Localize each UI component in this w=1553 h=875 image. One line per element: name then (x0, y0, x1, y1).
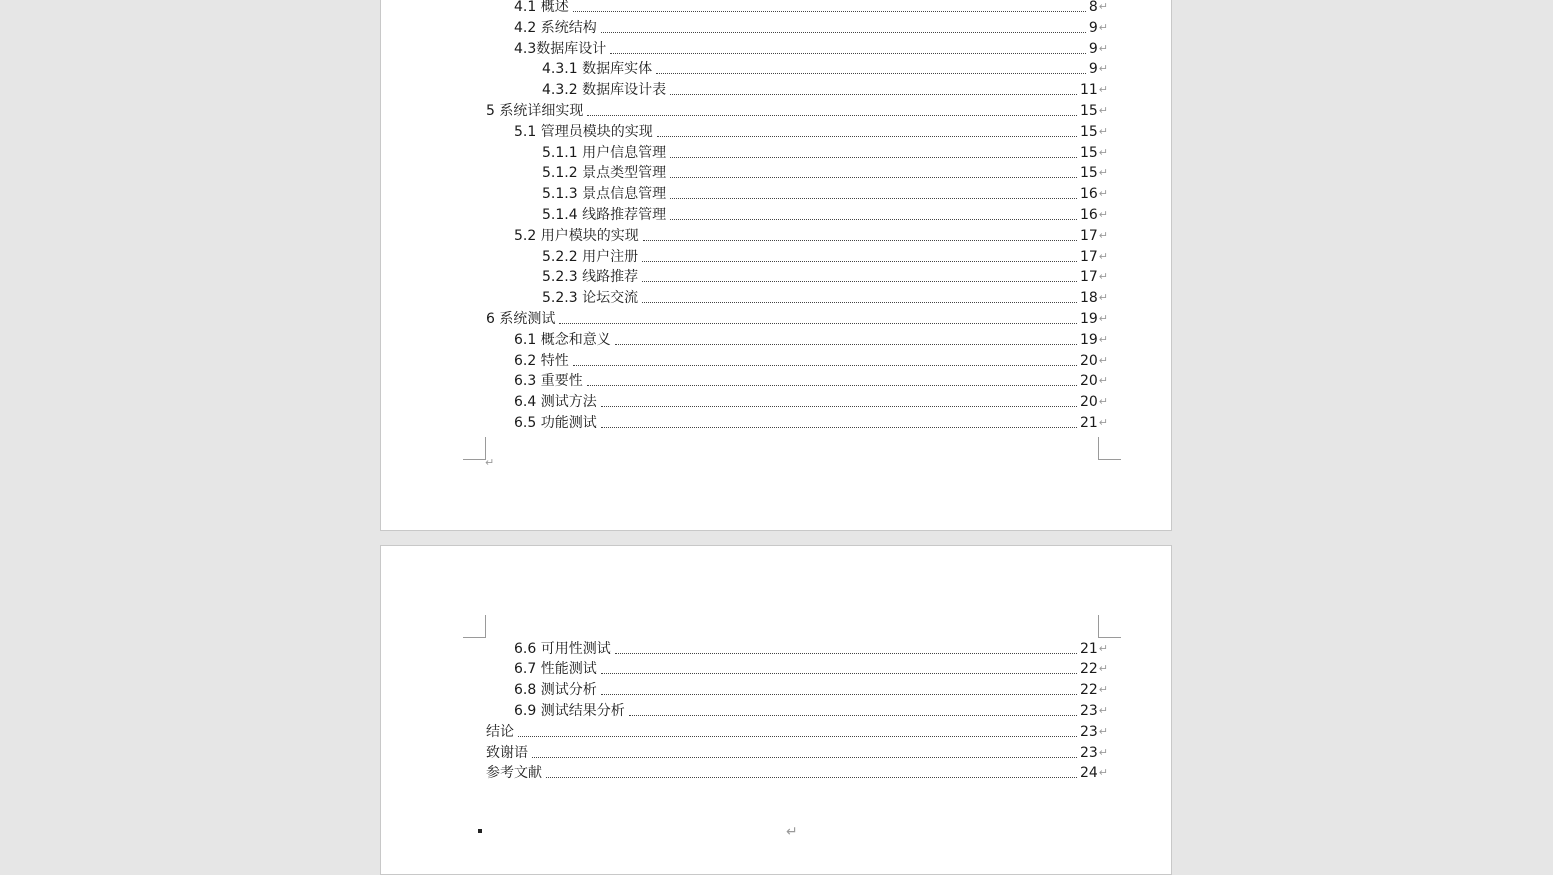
toc-page-number: 17 (1079, 269, 1098, 285)
toc-dot-leader (670, 198, 1077, 199)
toc-page-number: 20 (1079, 353, 1098, 369)
toc-entry[interactable] (486, 100, 1108, 120)
toc-entry-label: 6.9 测试结果分析 (514, 703, 625, 719)
toc-entry-label: 4.3.2 数据库设计表 (542, 82, 667, 98)
toc-entry-label: 4.1 概述 (514, 0, 569, 15)
toc-entry[interactable] (514, 638, 1108, 658)
paragraph-mark-icon: ↵ (1098, 333, 1108, 346)
paragraph-mark-icon: ↵ (1098, 270, 1108, 283)
toc-entry[interactable] (514, 370, 1108, 390)
toc-entry[interactable] (542, 58, 1108, 78)
toc-page-number: 21 (1079, 415, 1098, 431)
toc-entry[interactable] (514, 225, 1108, 245)
toc-dot-leader (657, 136, 1077, 137)
toc-entry[interactable] (486, 308, 1108, 328)
toc-entry[interactable] (542, 142, 1108, 162)
toc-entry[interactable] (514, 658, 1108, 678)
toc-dot-leader (643, 240, 1077, 241)
toc-dot-leader (601, 694, 1077, 695)
toc-dot-leader (601, 32, 1086, 33)
paragraph-mark-icon: ↵ (1098, 229, 1108, 242)
toc-entry-label: 4.2 系统结构 (514, 20, 597, 36)
toc-dot-leader (559, 323, 1077, 324)
toc-dot-leader (670, 157, 1077, 158)
toc-dot-leader (601, 406, 1077, 407)
toc-entry[interactable] (514, 121, 1108, 141)
toc-page-number: 8 (1088, 0, 1098, 15)
toc-page-number: 16 (1079, 186, 1098, 202)
paragraph-mark-icon: ↵ (1098, 291, 1108, 304)
paragraph-mark-icon: ↵ (1098, 395, 1108, 408)
paragraph-mark-icon: ↵ (1098, 642, 1108, 655)
toc-entry-label: 结论 (486, 724, 514, 740)
toc-page-number: 19 (1079, 332, 1098, 348)
toc-page-number: 23 (1079, 724, 1098, 740)
toc-entry[interactable] (514, 0, 1108, 16)
toc-dot-leader (601, 673, 1077, 674)
toc-entry-label: 6 系统测试 (486, 311, 556, 327)
toc-entry-label: 5.1.1 用户信息管理 (542, 145, 667, 161)
toc-entry[interactable] (542, 204, 1108, 224)
toc-page-number: 18 (1079, 290, 1098, 306)
toc-entry-label: 5 系统详细实现 (486, 103, 584, 119)
toc-dot-leader (642, 261, 1077, 262)
toc-entry[interactable] (514, 17, 1108, 37)
toc-entry[interactable] (542, 266, 1108, 286)
paragraph-mark-icon: ↵ (485, 456, 495, 469)
toc-entry-label: 6.7 性能测试 (514, 661, 597, 677)
toc-entry-label: 5.2 用户模块的实现 (514, 228, 639, 244)
toc-dot-leader (670, 177, 1077, 178)
toc-page-number: 19 (1079, 311, 1098, 327)
toc-entry[interactable] (486, 742, 1108, 762)
toc-dot-leader (601, 427, 1077, 428)
toc-entry-label: 4.3数据库设计 (514, 41, 607, 57)
crop-mark-bottom-left (463, 437, 486, 460)
paragraph-mark-icon: ↵ (1098, 354, 1108, 367)
toc-page-number: 15 (1079, 145, 1098, 161)
toc-entry-label: 5.1.3 景点信息管理 (542, 186, 667, 202)
paragraph-mark-icon: ↵ (1098, 683, 1108, 696)
paragraph-mark-icon: ↵ (1098, 250, 1108, 263)
toc-entry[interactable] (514, 391, 1108, 411)
toc-entry[interactable] (514, 412, 1108, 432)
toc-dot-leader (610, 53, 1086, 54)
toc-entry[interactable] (542, 183, 1108, 203)
toc-page-number: 15 (1079, 103, 1098, 119)
crop-mark-top-left (463, 615, 486, 638)
toc-page-number: 23 (1079, 703, 1098, 719)
crop-mark-top-right (1098, 615, 1121, 638)
toc-entry-label: 6.4 测试方法 (514, 394, 597, 410)
toc-entry[interactable] (514, 329, 1108, 349)
paragraph-mark-icon: ↵ (1098, 746, 1108, 759)
toc-entry-label: 参考文献 (486, 765, 542, 781)
toc-dot-leader (615, 344, 1077, 345)
paragraph-mark-icon: ↵ (1098, 187, 1108, 200)
toc-dot-leader (573, 365, 1077, 366)
paragraph-mark-icon: ↵ (1098, 42, 1108, 55)
paragraph-mark-icon: ↵ (1098, 62, 1108, 75)
toc-entry-label: 5.1.2 景点类型管理 (542, 165, 667, 181)
toc-entry-label: 6.1 概念和意义 (514, 332, 611, 348)
toc-dot-leader (587, 115, 1077, 116)
toc-page-number: 9 (1088, 61, 1098, 77)
paragraph-mark-icon: ↵ (1098, 416, 1108, 429)
toc-dot-leader (573, 11, 1086, 12)
toc-page-number: 20 (1079, 394, 1098, 410)
paragraph-mark-icon: ↵ (1098, 208, 1108, 221)
toc-entry[interactable] (542, 79, 1108, 99)
toc-dot-leader (670, 94, 1077, 95)
toc-entry-label: 致谢语 (486, 745, 528, 761)
toc-entry-label: 4.3.1 数据库实体 (542, 61, 653, 77)
paragraph-mark-icon: ↵ (1098, 125, 1108, 138)
toc-dot-leader (587, 385, 1077, 386)
toc-entry-label: 5.1 管理员模块的实现 (514, 124, 653, 140)
toc-page-number: 21 (1079, 641, 1098, 657)
toc-page-number: 20 (1079, 373, 1098, 389)
toc-dot-leader (670, 219, 1077, 220)
paragraph-mark-icon: ↵ (1098, 21, 1108, 34)
toc-page-number: 15 (1079, 165, 1098, 181)
crop-mark-bottom-right (1098, 437, 1121, 460)
paragraph-mark-icon: ↵ (1098, 83, 1108, 96)
toc-entry-label: 5.1.4 线路推荐管理 (542, 207, 667, 223)
toc-dot-leader (518, 736, 1077, 737)
toc-dot-leader (656, 73, 1086, 74)
bullet-marker (478, 829, 482, 833)
toc-page-number: 22 (1079, 661, 1098, 677)
toc-dot-leader (642, 281, 1077, 282)
toc-page-number: 11 (1079, 82, 1098, 98)
toc-entry[interactable] (514, 679, 1108, 699)
toc-entry[interactable] (486, 762, 1108, 782)
toc-page-number: 15 (1079, 124, 1098, 140)
toc-entry[interactable] (542, 162, 1108, 182)
toc-page-number: 22 (1079, 682, 1098, 698)
paragraph-mark-icon: ↵ (1098, 312, 1108, 325)
paragraph-mark-icon: ↵ (1098, 146, 1108, 159)
paragraph-mark-icon: ↵ (1098, 374, 1108, 387)
toc-entry-label: 5.2.2 用户注册 (542, 249, 639, 265)
toc-page-number: 24 (1079, 765, 1098, 781)
toc-page-number: 17 (1079, 249, 1098, 265)
toc-dot-leader (546, 777, 1077, 778)
toc-dot-leader (532, 757, 1077, 758)
toc-dot-leader (629, 715, 1077, 716)
toc-entry-label: 6.3 重要性 (514, 373, 583, 389)
toc-dot-leader (642, 302, 1077, 303)
paragraph-mark-icon: ↵ (1098, 766, 1108, 779)
toc-page-number: 9 (1088, 20, 1098, 36)
toc-dot-leader (615, 653, 1077, 654)
toc-entry[interactable] (542, 246, 1108, 266)
toc-entry[interactable] (542, 287, 1108, 307)
paragraph-mark-icon: ↵ (1098, 166, 1108, 179)
paragraph-mark-icon: ↵ (1098, 104, 1108, 117)
paragraph-mark-icon: ↵ (1098, 704, 1108, 717)
toc-page-number: 17 (1079, 228, 1098, 244)
toc-entry-label: 6.2 特性 (514, 353, 569, 369)
toc-entry[interactable] (514, 350, 1108, 370)
toc-entry[interactable] (514, 38, 1108, 58)
paragraph-mark-icon: ↵ (1098, 662, 1108, 675)
toc-page-number: 16 (1079, 207, 1098, 223)
paragraph-mark-icon: ↵ (1098, 0, 1108, 13)
toc-entry-label: 6.8 测试分析 (514, 682, 597, 698)
paragraph-mark-icon: ↵ (786, 824, 798, 840)
toc-entry-label: 5.2.3 线路推荐 (542, 269, 639, 285)
toc-page-number: 23 (1079, 745, 1098, 761)
toc-entry-label: 6.5 功能测试 (514, 415, 597, 431)
toc-entry[interactable] (486, 721, 1108, 741)
paragraph-mark-icon: ↵ (1098, 725, 1108, 738)
toc-entry-label: 6.6 可用性测试 (514, 641, 611, 657)
toc-entry-label: 5.2.3 论坛交流 (542, 290, 639, 306)
toc-entry[interactable] (514, 700, 1108, 720)
toc-page-number: 9 (1088, 41, 1098, 57)
